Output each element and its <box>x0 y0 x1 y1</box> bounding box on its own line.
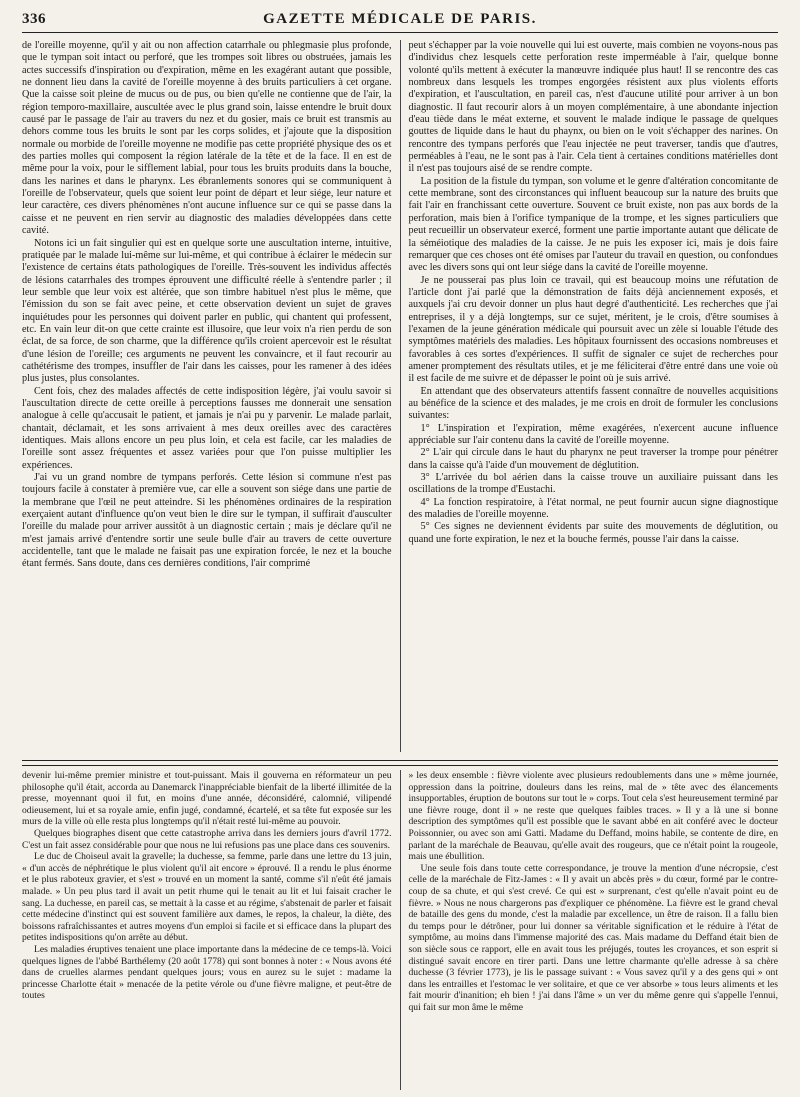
paragraph: La position de la fistule du tympan, son volume et le genre d'altération concomitante de cette membrane, sont des circonstances qui influent beaucoup sur la nature des bruits que fait l'air en franchissant cette ouverture. Souvent ce bruit existe, non pas aux bords de la perforation, mais bien à l'orifice tympanique de la trompe, et les signes particuliers que peut recueillir un observateur exercé, forment une partie importante autant que délicate de la séméiotique des maladies de la caisse. Je ne puis les exposer ici, mais je dois faire remarquer que ces choses ont été omises par l'auteur du travail en question, ou confondues avec les divers sons qui ont leur siége dans la cavité de l'oreille moyenne. <box>408 175 778 274</box>
paragraph: Les maladies éruptives tenaient une place importante dans la médecine de ce temps-là. Voici quelques lignes de l'abbé Barthélemy (20 août 1778) qui sont bonnes à noter : « Nous avons été dans de cruelles alarmes pendant quelques jours; vous en aurez su le sujet : madame la princesse Charlotte était » menacée de la petite vérole ou d'une fièvre maligne, et peut-être de toutes <box>22 943 392 1002</box>
upper-left-column <box>22 40 400 752</box>
paragraph: Notons ici un fait singulier qui est en quelque sorte une auscultation interne, intuitive, pratiquée par le malade lui-même sur lui-même, et qui contribue à éclairer le médecin sur l'existence de certains états pathologiques de l'oreille. Très-souvent les individus affectés de lésions catarrhales des trompes éprouvent une difficulté réelle à s'entendre parler ; il leur semble que leur voix est altérée, que son timbre habituel n'est plus le même, que l'émission du son se fait avec peine, et cette observation devient un sujet de graves inquiétudes pour les personnes qui doivent parler en public, qui chantent qui professent, etc. En vain leur dit-on que cette crainte est illusoire, que leur voix n'a rien perdu de son éclat, de sa force, de son charme, que la différence qu'ils croient apercevoir est le résultat d'une lésion de l'oreille; ces arguments ne peuvent les convaincre, et il faut recourir au cathétérisme des trompes, insuffler de l'air dans les caisses, pour les ramener à des idées plus justes, plus consolantes. <box>22 237 392 385</box>
section-divider <box>22 760 778 766</box>
paragraph: » les deux ensemble : fièvre violente avec plusieurs redoublements dans une » même journée, oppression dans la poitrine, douleurs dans les reins, mal de » tête avec des élancements insupportables, éruption de boutons sur tout le » corps. Tout cela s'est heureusement terminé par une fièvre rouge, dont il » ne reste que quelques faibles traces. » Il y a là une si bonne description des symptômes qu'il est possible que le savant abbé en ait conféré avec le docteur Poissonnier, ou avec son ami Gatti. Madame du Deffand, moins habile, se contente de dire, en parlant de la maréchale de Beauvau, qu'elle avait des rougeurs, que ce n'était point la rougeole, mais une ébullition. <box>408 770 778 863</box>
paragraph: 5° Ces signes ne deviennent évidents par suite des mouvements de déglutition, ou quand une forte expiration, le nez et la bouche fermés, pousse l'air dans la caisse. <box>408 521 778 545</box>
paragraph: En attendant que des observateurs attentifs fassent connaître de nouvelles acquisitions au bénéfice de la science et des malades, je me crois en droit de formuler les conclusions suivantes: <box>408 385 778 422</box>
lower-right-column <box>400 770 779 1090</box>
paragraph: Quelques biographes disent que cette catastrophe arriva dans les derniers jours d'avril 1772. C'est un fait assez considérable pour que nous ne lui refusions pas une place dans ces souvenirs. <box>22 827 392 851</box>
article-upper <box>22 40 778 752</box>
paragraph: devenir lui-même premier ministre et tout-puissant. Mais il gouverna en réformateur un peu philosophe qu'il était, accorda au Danemarck l'inappréciable bienfait de la liberté illimitée de la presse, moyennant quoi il fut, en moins d'une année, déconsidéré, calomnié, vilipendé odieusement, lui et sa royale amie, enfin jugé, condamné, écartelé, et sa tête fut exposée sur les murs de la ville où elle resta plus longtemps qu'il n'était resté lui-même au pouvoir. <box>22 770 392 828</box>
paragraph: 3° L'arrivée du bol aérien dans la caisse trouve un auxiliaire puissant dans les oscillations de la trompe d'Eustachi. <box>408 472 778 496</box>
paragraph: J'ai vu un grand nombre de tympans perforés. Cette lésion si commune n'est pas toujours facile à constater à première vue, car elle a souvent son siége dans une partie de la membrane que l'œil ne peut atteindre. Si les phénomènes ordinaires de la respiration exerçaient autant d'influence qu'on veut bien le dire sur le tympan, il suffirait d'ausculter l'oreille du malade pour arriver aussitôt à un diagnostic certain ; mais je déclare qu'il ne m'est jamais arrivé d'entendre sortir une seule bulle d'air au travers de cette ouverture accidentelle, tant que le malade ne faisait pas une expiration forcée, le nez et la bouche étant fermés. Sans doute, dans ces dernières conditions, l'air comprimé <box>22 472 392 570</box>
paragraph: peut s'échapper par la voie nouvelle qui lui est ouverte, mais combien ne voyons-nous pas d'individus chez lesquels cette perforation reste imperméable à l'air, quelque bonne volonté qu'ils mettent à exécuter la manœuvre indiquée plus haut! Il se rencontre des cas nombreux dans lesquels les trompes engorgées résistent aux plus violents efforts d'expiration, et l'auscultation, en pareil cas, n'est d'aucune utilité pour arriver à un bon diagnostic. Il faut recourir alors à un moyen complémentaire, à une abondante injection d'eau tiède dans le méat externe, et souvent le malade indique le passage de quelques gouttes de liquide dans le haut du phaynx, ou bien on le voit s'échapper des narines. On rencontre des tympans perforés que l'eau injectée ne peut traverser, tandis que d'autres, perméables à l'eau, ne le sont pas à l'air. Cela tient à certaines conditions matérielles dont il n'est pas toujours aisé de se rendre compte. <box>408 40 778 175</box>
paragraph: 1° L'inspiration et l'expiration, même exagérées, n'exercent aucune influence appréciable sur l'air contenu dans la cavité de l'oreille moyenne. <box>408 422 778 446</box>
lower-left-column <box>22 770 400 1090</box>
paragraph: Cent fois, chez des malades affectés de cette indisposition légère, j'ai voulu savoir si l'auscultation directe de cette oreille à perceptions fausses me donnerait une sensation analogue à celle qu'accusait le patient, et jamais je n'ai pu y parvenir. Le malade parlait, chantait, déclamait, et les sons arrivaient à mes deux oreilles avec des caractères identiques. Mais allons encore un peu plus loin, et cela est facile, car les maladies de l'oreille sont assez fréquentes et assez variées pour que l'on puisse multiplier les expériences. <box>22 385 392 471</box>
page-number: 336 <box>22 10 46 27</box>
paragraph: Une seule fois dans toute cette correspondance, je trouve la mention d'une nécropsie, c'est celle de la maréchale de Fitz-James : « Il y avait un abcès près » du cœur, formé par le contre-coup de sa chute, et qui s'est crevé. Ce qui est » surprenant, c'est qu'elle n'avait point eu de fièvre. » Nous ne nous chargerons pas d'expliquer ce phénomène. La fièvre est le grand cheval de bataille des gens du monde, c'est la maladie par excellence, un être de raison. Il a fallu bien du temps pour le détrôner, pour lui donner sa véritable signification et le réduire à l'état de symptôme, au moins dans l'immense majorité des cas. Mais madame du Deffand était bien de son siècle sous ce rapport, elle en avait tous les préjugés, toutes les croyances, et son esprit si distingué savait encore en tirer parti. Dans une lettre charmante qu'elle adresse à sa chère duchesse (3 février 1773), je lis le passage suivant : « Vous savez qu'il y a des gens qui » ont dans les entrailles et l'estomac le ver solitaire, et que ce ver absorbe » tous leurs aliments et les fait mourir d'inanition; eh bien ! j'ai dans l'âme » un ver du même genre qui s'appelle l'ennui, qui fait sur mon âme le même <box>408 862 778 1013</box>
paragraph: de l'oreille moyenne, qu'il y ait ou non affection catarrhale ou phlegmasie plus profonde, que le tympan soit intact ou perforé, que les trompes soit libres ou obstruées, jamais les actes successifs d'inspiration ou d'expiration, même en les exagérant autant que possible, ne donnent lieu dans la cavité de l'oreille moyenne à des bruits particuliers à cet organe. Que la caisse soit pleine de mucus ou de pus, ou bien qu'elle ne contienne que de l'air, la région temporo-maxillaire, auscultée avec le plus grand soin, laisse entendre le bruit doux causé par le passage de l'air au travers du nez et du gosier, mais ce bruit est transmis au dehors comme tous les bruits le sont par les corps solides, et j'ajoute que la disposition normale ou morbide de l'oreille moyenne ne modifie pas cette propriété physique des os et des parties molles qui composent la région latérale de la tête et de la face. Il en est de même pour la voix, pour le sifflement labial, pour tous les bruits produits dans la bouche, dans les narines et dans le pharynx. Les ébranlements sonores qui se communiquent à l'oreille de l'observateur, quels que soient leur point de départ et leur siége, leur nature et leur caractère, ces divers phénomènes n'ont aucune influence sur ce qui se passe dans la caisse et ne peuvent en rien servir au diagnostic des maladies développées dans cette cavité. <box>22 40 392 237</box>
paragraph: Je ne pousserai pas plus loin ce travail, qui est beaucoup moins une réfutation de l'article dont j'ai parlé que la démonstration de faits déjà anciennement exposés, et auxquels j'ai cru devoir donner un plus haut degré d'authenticité. Les recherches que j'ai entreprises, il y a déjà longtemps, sur ce sujet, méritent, je le crois, d'être soumises à l'examen de la jeune génération médicale qui poursuit avec un zèle si louable l'étude des symptômes matériels des maladies. Les hôpitaux fournissent des occasions nombreuses et favorables à ces sortes d'expériences. Il suffit de signaler ce sujet de recherches pour amener promptement des résultats utiles, et je me féliciterai d'être entré dans une voie où il est facile de me suivre et de dépasser le point où je suis arrivé. <box>408 274 778 385</box>
paragraph: 2° L'air qui circule dans le haut du pharynx ne peut traverser la trompe pour pénétrer dans la caisse qu'à l'aide d'un mouvement de déglutition. <box>408 447 778 471</box>
feuilleton-lower <box>22 770 778 1090</box>
paragraph: Le duc de Choiseul avait la gravelle; la duchesse, sa femme, parle dans une lettre du 13 juin, « d'un accès de néphrétique le plus violent qu'il ait encore » éprouvé. Il a rendu le plus énorme et le plus raboteux gravier, et s'est » trouvé en un moment la santé, comme s'il n'eût été jamais malade. » Un peu plus tard il avait un petit rhume qui le tenait au lit et lui faisait cracher le sang. La duchesse, en pareil cas, se mettait à la casse et au régime, s'abstenait de parler et faisait cette médecine d'instinct qui est souvent familière aux dames, le repos, la chaleur, la diète, des boissons rafraîchissantes et autres moyens d'un emploi si facile et si efficace dans la plupart des petites indispositions qu'on arrête au début. <box>22 851 392 944</box>
journal-title: GAZETTE MÉDICALE DE PARIS. <box>263 10 537 27</box>
paragraph: 4° La fonction respiratoire, à l'état normal, ne peut fournir aucun signe diagnostique des maladies de l'oreille moyenne. <box>408 496 778 521</box>
upper-right-column <box>400 40 779 752</box>
page-header <box>22 6 778 33</box>
